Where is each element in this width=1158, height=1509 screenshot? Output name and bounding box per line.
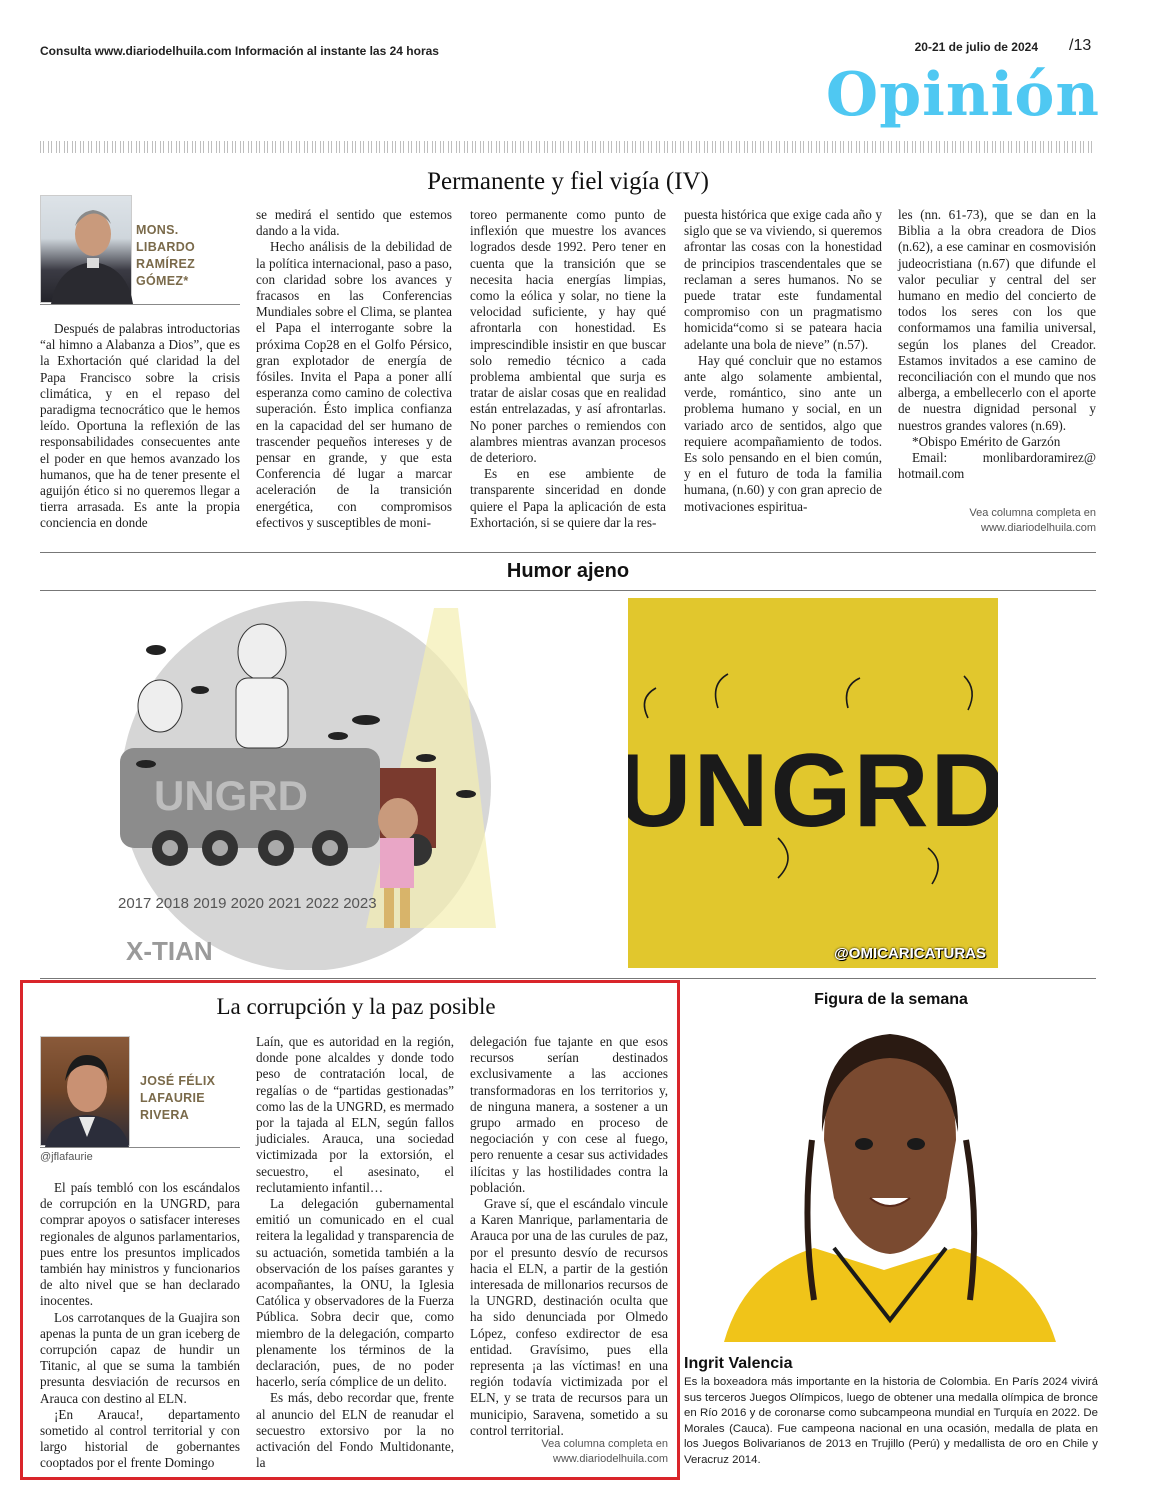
section-title: Opinión	[825, 60, 1100, 130]
paragraph: Grave sí, que el escándalo vincule a Karen Manrique, parlamentaria de Arauca por una de las curules de paz, por el presunto desvío de recursos hacia el ELN, a partir de la gestión interesada de millonarios recursos de la UNGRD, destinación oculta que ha sido denunciada por Olmedo López, confeso exdirector de esa entidad. Gravísimo, pues ella representa ¡a las víctimas! en una región todavía victimizada por el ELN, y se trata de recursos para un municipio, Saravena, sometido a su control territorial.	[470, 1196, 668, 1438]
author-photo	[40, 195, 132, 303]
truck-label: UNGRD	[154, 772, 308, 819]
figure-description: Es la boxeadora más importante en la historia de Colombia. En París 2024 vivirá sus terceros Juegos Olímpicos, luego de obtener una medalla olímpica de bronce en Río 2016 y de coronarse como subcampeona mundial en Turquía en 2022. De Morales (Cauca). Fue campeona nacional en una ocasión, medalla de plata en los Juegos Bolivarianos de 2013 en Trujillo (Perú) y medallista de oro en Chile y Veracruz 2014.	[684, 1376, 1098, 1466]
paragraph: ¡En Arauca!, departamento sometido al control territorial y con largo historial de gobernantes cooptados por el frente Domingo	[40, 1406, 240, 1471]
paragraph: delegación fue tajante en que esos recursos serían destinados exclusivamente a las acciones transformadoras en los territorios y, de ninguna manera, a sostener a un grupo armado en proceso de negociación y con cese al fuego, pero renuente a cesar sus actividades ilícitas y las hostilidades contra la población.	[470, 1034, 668, 1195]
paragraph: se medirá el sentido que estemos dando a la vida.	[256, 207, 452, 239]
author-rule	[40, 304, 240, 305]
author-handle[interactable]: @jflafaurie	[40, 1151, 93, 1163]
paragraph: Los carrotanques de la Guajira son apenas la punta de un gran iceberg de corrupción capaz de hundir un Titanic, al que se suma la también presunta desviación de recursos en Arauca con destino al ELN.	[40, 1309, 240, 1406]
article-column	[470, 207, 666, 531]
article-column	[256, 1034, 454, 1471]
paragraph: puesta histórica que exige cada año y siglo que se va viviendo, si queremos afrontar las cosas con la honestidad de principios trascendentales que se reclaman a seres humanos. No se puede tratar este fundamental compromiso con un pragmatismo homicida“como si se pateara hacia adelante una bola de nieve” (n.57).	[684, 207, 882, 352]
cartoon-signature: X-TIAN	[126, 936, 213, 966]
cartoon-years: 2017 2018 2019 2020 2021 2022 2023	[118, 895, 377, 912]
figure-photo	[684, 1020, 1096, 1342]
author-note: *Obispo Emérito de Garzón	[912, 433, 1061, 449]
article-title: Permanente y fiel vigía (IV)	[427, 168, 709, 195]
humor-title: Humor ajeno	[506, 560, 630, 582]
page-number: /13	[1069, 37, 1092, 54]
author-photo	[40, 1036, 130, 1146]
header-tagline: Consulta www.diariodelhuila.com Información al instante las 24 horas	[40, 44, 439, 58]
divider	[40, 978, 1096, 979]
paragraph: Es en ese ambiente de transparente sinceridad en donde quiere el Papa la aplicación de esta Exhortación, si se quiere dar la res-	[470, 466, 666, 530]
author-name: JOSÉ FÉLIX LAFAURIE RIVERA	[140, 1074, 216, 1122]
article-column	[40, 1180, 240, 1472]
divider	[40, 552, 1096, 553]
divider	[40, 590, 1096, 591]
article-title: La corrupción y la paz posible	[216, 994, 496, 1019]
athlete-portrait-icon	[684, 1020, 1096, 1342]
paragraph: La delegación gubernamental emitió un comunicado en el cual reitera la legalidad y transparencia de su actuación, sometida también a la observación de los países garantes y acompañantes, la ONU, la Iglesia Católica y observadores de la Fuerza Pública. Sobra decir que, como miembro de la delegación, comparto plenamente los términos de la declaración, pues, de no poder hacerlo, sería cómplice de un delito.	[256, 1196, 454, 1390]
paragraph: El país tembló con los escándalos de corrupción en la UNGRD, para comprar apoyos o satisfacer intereses regionales de algunos parlamentarios, pues entre los presuntos implicados también hay ministros y funcionarios de alto nivel que se han declarado inocentes.	[40, 1180, 240, 1309]
author-rule	[40, 1147, 240, 1148]
paragraph: Hecho análisis de la debilidad de la política internacional, paso a paso, con claridad sobre los avances y fracasos en las Conferencias Mundiales sobre el Clima, se plantea el Papa el interrogante sobre la próxima Cop28 en el Golfo Pérsico, gran explotador de energía de fósiles. Invita el Papa a poner allí esperanza como camino de colectiva superación. Ésto implica confianza en la capacidad del ser humano de trascender pequeños intereses y de pensar en grande, y que esta Conferencia dé lugar a marcar aceleración de la transición energética, con compromisos efectivos y susceptibles de moni-	[256, 239, 452, 530]
more-link[interactable]: Vea columna completa en www.diariodelhuila.com	[969, 507, 1096, 534]
article-column	[40, 321, 240, 532]
rats-word: UNGRD	[628, 733, 998, 849]
figure-name: Ingrit Valencia	[684, 1355, 793, 1372]
author-name: MONS. LIBARDO RAMÍREZ GÓMEZ*	[136, 223, 196, 288]
paragraph: Hay qué concluir que no estamos ante algo solamente ambiental, verde, romántico, sino ante un problema humano y social, en un variado arco de sentidos, algo que requiere acompañamiento de todos. Es solo pensando en el bien común, y en el futuro de toda la familia humana, (n.60) y con gran aprecio de motivaciones espiritua-	[684, 352, 882, 514]
paragraph: toreo permanente como punto de inflexión que muestre los avances logrados desde 1992. Pero tener en cuenta que la transición que se necesita hacia energías limpias, como la eólica y solar, no tiene la velocidad suficiente, y hay qué afrontarla con honestidad. Es imprescindible insistir en que buscar solo remedio técnico a cada problema ambiental que surja es tratar de aislar cosas que en realidad están entrelazadas, y así afrontarlas. No poner parches o remiendos con alambres mientras avanzan procesos de deterioro.	[470, 207, 666, 466]
cartoon-ungrd-rats	[628, 598, 998, 968]
cartoon-signature: @OMICARICATURAS	[834, 945, 986, 962]
cartoon-ungrd-truck	[116, 598, 502, 970]
author-email: Email: monlibardoramirez@ hotmail.com	[898, 450, 1096, 482]
article-column	[898, 207, 1096, 482]
article-column	[470, 1034, 668, 1439]
paragraph: les (nn. 61-73), que se dan en la Biblia a la obra creadora de Dios (n.62), a ese caminar en cosmovisión judeocristiana (n.67) que difunde el valor peculiar y central del ser humano en medio del concierto de todos los seres con los que conformamos una familia universal, según los planes del Creador. Estamos invitados a ese camino de reconciliación con el mundo que nos alberga, a embellecerlo con el aporte de nuestra dignidad personal y nuestros grandes valores (n.69).	[898, 207, 1096, 433]
author-portrait-icon	[41, 1037, 131, 1147]
article-column	[684, 207, 882, 515]
ornamental-divider	[40, 141, 1096, 153]
issue-date: 20-21 de julio de 2024	[914, 40, 1038, 54]
paragraph: Después de palabras introductorias “al himno a Alabanza a Dios”, que es la Exhortación qué claridad la del Papa Francisco sobre la crisis climática, y en el repaso del paradigma tecnocrático que le hemos leído. Oportuna la reflexión de las responsabilidades consecuentes ante el poder en que hemos avanzado los humanos, que ha de tener presente el aguijón ético si no queremos llegar a tierra arrasada. Es ante la propia conciencia en donde	[40, 321, 240, 531]
article-column	[256, 207, 452, 531]
author-portrait-icon	[41, 196, 133, 304]
figure-title: Figura de la semana	[814, 991, 968, 1008]
paragraph: Es más, debo recordar que, frente al anuncio del ELN de reanudar el secuestro extorsivo por la no activación del Fondo Multidonante, la	[256, 1390, 454, 1471]
paragraph: Laín, que es autoridad en la región, donde pone alcaldes y donde todo peso de contratación local, de regalías o de “partidas gestionadas” como las de la UNGRD, es mermado por la tajada al ELN, según fallos judiciales. Arauca, una sociedad victimizada por la extorsión, el secuestro, el asesinato, el reclutamiento infantil…	[256, 1034, 454, 1195]
more-link[interactable]: Vea columna completa en www.diariodelhuila.com	[541, 1438, 668, 1465]
